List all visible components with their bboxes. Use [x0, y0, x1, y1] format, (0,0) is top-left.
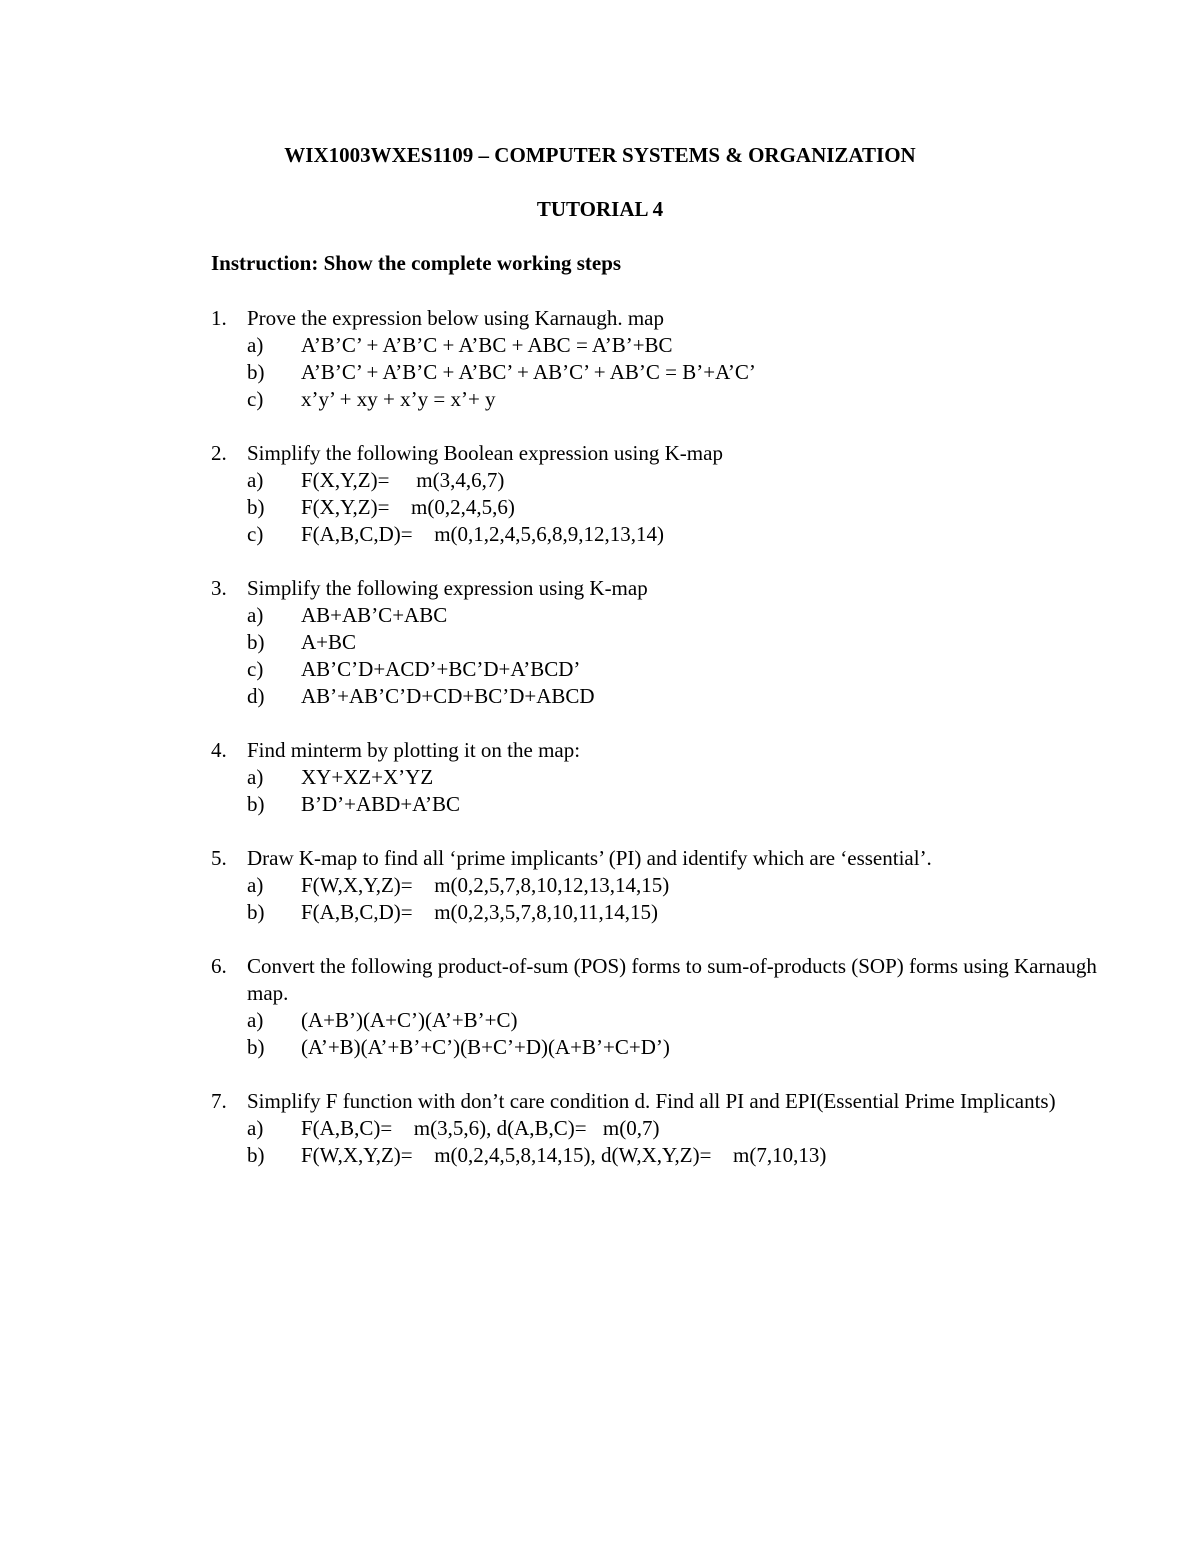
part-expression: AB’C’D+ACD’+BC’D+A’BCD’ [301, 657, 581, 681]
part-expression: F(X,Y,Z)= m(3,4,6,7) [301, 468, 483, 492]
part-expression: B’D’+ABD+A’BC [301, 792, 461, 816]
question-text: Simplify the following expression using K-map [247, 576, 648, 600]
part-expression: (A+B’)(A+C’)(A’+B’+C) [301, 1008, 518, 1032]
question-part [211, 467, 1111, 494]
question-number: 3. [211, 576, 227, 600]
part-label: b) [247, 792, 265, 816]
part-expression: (A’+B)(A’+B’+C’)(B+C’+D)(A+B’+C+D’) [301, 1035, 670, 1059]
part-label: b) [247, 495, 265, 519]
part-label: a) [247, 873, 264, 897]
question-6 [211, 953, 1111, 1061]
part-label: c) [247, 522, 264, 546]
question-part [211, 521, 1111, 548]
question-part [211, 332, 1111, 359]
part-label: a) [247, 1116, 264, 1140]
part-label: c) [247, 387, 264, 411]
question-text: Prove the expression below using Karnaugh. map [247, 306, 664, 330]
part-label: c) [247, 657, 264, 681]
question-3 [211, 575, 1111, 710]
question-4 [211, 737, 1111, 818]
part-label: a) [247, 333, 264, 357]
part-label: a) [247, 1008, 264, 1032]
question-part [211, 1142, 1111, 1169]
part-label: a) [247, 765, 264, 789]
part-label: b) [247, 900, 265, 924]
question-number: 1. [211, 306, 227, 330]
question-number: 6. [211, 954, 227, 978]
question-2 [211, 440, 1111, 548]
part-expression: F(A,B,C,D)= m(0,1,2,4,5,6,8,9,12,13,14) [301, 522, 648, 546]
part-label: d) [247, 684, 265, 708]
part-expression: x’y’ + xy + x’y = x’+ y [301, 387, 496, 411]
question-number: 5. [211, 846, 227, 870]
question-part [211, 872, 1111, 899]
question-1 [211, 305, 1111, 413]
question-number: 2. [211, 441, 227, 465]
question-text: Convert the following product-of-sum (POS) forms to sum-of-products (SOP) forms using Karnaugh map. [247, 954, 1097, 1005]
part-expression: F(A,B,C,D)= m(0,2,3,5,7,8,10,11,14,15) [301, 900, 642, 924]
course-title: WIX1003WXES1109 – COMPUTER SYSTEMS & ORGANIZATION [284, 143, 916, 167]
question-part [211, 602, 1111, 629]
question-part [211, 791, 1111, 818]
question-text: Find minterm by plotting it on the map: [247, 738, 581, 762]
part-label: a) [247, 603, 264, 627]
part-expression: A+BC [301, 630, 357, 654]
part-label: b) [247, 360, 265, 384]
part-expression: AB+AB’C+ABC [301, 603, 448, 627]
question-part [211, 1007, 1111, 1034]
question-part [211, 656, 1111, 683]
question-part [211, 494, 1111, 521]
question-part [211, 764, 1111, 791]
part-expression: F(X,Y,Z)= m(0,2,4,5,6) [301, 495, 499, 519]
question-part [211, 899, 1111, 926]
question-7 [211, 1088, 1111, 1169]
part-expression: XY+XZ+X’YZ [301, 765, 434, 789]
part-expression: F(W,X,Y,Z)= m(0,2,5,7,8,10,12,13,14,15) [301, 873, 653, 897]
question-part [211, 629, 1111, 656]
question-number: 7. [211, 1089, 227, 1113]
question-part [211, 683, 1111, 710]
part-label: b) [247, 1143, 265, 1167]
part-expression: F(W,X,Y,Z)= m(0,2,4,5,8,14,15), d(W,X,Y,Z)= m(7,10,13) [301, 1143, 794, 1167]
part-expression: F(A,B,C)= m(3,5,6), d(A,B,C)= m(0,7) [301, 1116, 633, 1140]
part-label: b) [247, 1035, 265, 1059]
question-part [211, 359, 1111, 386]
part-label: a) [247, 468, 264, 492]
question-list [211, 305, 1111, 1196]
question-part [211, 1034, 1111, 1061]
question-part [211, 386, 1111, 413]
question-part [211, 1115, 1111, 1142]
part-expression: A’B’C’ + A’B’C + A’BC + ABC = A’B’+BC [301, 333, 673, 357]
question-number: 4. [211, 738, 227, 762]
tutorial-title: TUTORIAL 4 [536, 197, 664, 221]
instruction-text: Instruction: Show the complete working steps [211, 251, 622, 275]
part-expression: A’B’C’ + A’B’C + A’BC’ + AB’C’ + AB’C = B’+A’C’ [301, 360, 756, 384]
question-text: Draw K-map to find all ‘prime implicants’ (PI) and identify which are ‘essential’. [247, 846, 932, 870]
question-5 [211, 845, 1111, 926]
question-text: Simplify the following Boolean expression using K-map [247, 441, 723, 465]
part-label: b) [247, 630, 265, 654]
question-text: Simplify F function with don’t care condition d. Find all PI and EPI(Essential Prime Implicants) [247, 1089, 1056, 1113]
part-expression: AB’+AB’C’D+CD+BC’D+ABCD [301, 684, 595, 708]
